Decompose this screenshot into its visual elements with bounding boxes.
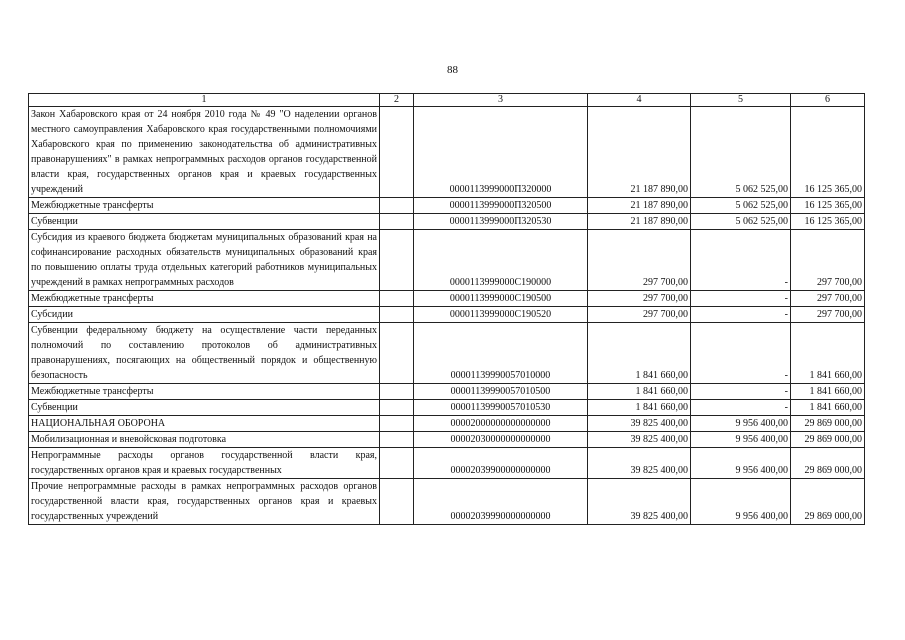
row-col2	[380, 400, 414, 416]
row-amount-total: 1 841 660,00	[588, 323, 691, 384]
row-amount-col5: 9 956 400,00	[691, 432, 791, 448]
row-amount-total: 21 187 890,00	[588, 214, 691, 230]
column-header-5: 5	[691, 94, 791, 107]
row-name: Закон Хабаровского края от 24 ноября 2010 года № 49 "О наделении органов местного самоуправления Хабаровского края государственными полномочиями Хабаровского края по применению законодательства об административных правонарушениях" в рамках непрограммных расходов органов государственной власти края, государственных органов края и краевых государственных учреждений	[29, 107, 380, 198]
row-code: 00002039990000000000	[414, 479, 588, 525]
row-code: 0000113999000П320000	[414, 107, 588, 198]
row-amount-total: 39 825 400,00	[588, 479, 691, 525]
row-amount-col5: 5 062 525,00	[691, 214, 791, 230]
table-row	[29, 291, 865, 307]
row-code: 0000113999000П320530	[414, 214, 588, 230]
table-row	[29, 198, 865, 214]
row-code: 0000113999000С190520	[414, 307, 588, 323]
row-amount-col5: -	[691, 400, 791, 416]
row-name: НАЦИОНАЛЬНАЯ ОБОРОНА	[29, 416, 380, 432]
row-col2	[380, 323, 414, 384]
row-name: Субвенции	[29, 400, 380, 416]
row-amount-col6: 29 869 000,00	[791, 448, 865, 479]
row-name: Мобилизационная и вневойсковая подготовка	[29, 432, 380, 448]
column-header-3: 3	[414, 94, 588, 107]
row-name: Субвенции федеральному бюджету на осуществление части переданных полномочий по составлению протоколов об административных правонарушениях, посягающих на общественный порядок и общественную безопасность	[29, 323, 380, 384]
row-code: 00002039900000000000	[414, 448, 588, 479]
row-amount-total: 1 841 660,00	[588, 400, 691, 416]
row-amount-col6: 29 869 000,00	[791, 416, 865, 432]
row-col2	[380, 214, 414, 230]
row-amount-col6: 16 125 365,00	[791, 214, 865, 230]
row-amount-total: 297 700,00	[588, 291, 691, 307]
row-col2	[380, 198, 414, 214]
row-col2	[380, 416, 414, 432]
row-amount-col6: 16 125 365,00	[791, 198, 865, 214]
row-amount-col6: 297 700,00	[791, 230, 865, 291]
row-name: Межбюджетные трансферты	[29, 384, 380, 400]
row-amount-total: 21 187 890,00	[588, 107, 691, 198]
table-row	[29, 479, 865, 525]
row-name: Субвенции	[29, 214, 380, 230]
row-amount-col5: -	[691, 384, 791, 400]
row-amount-col5: 9 956 400,00	[691, 416, 791, 432]
row-amount-total: 1 841 660,00	[588, 384, 691, 400]
table-row	[29, 400, 865, 416]
column-header-6: 6	[791, 94, 865, 107]
row-col2	[380, 307, 414, 323]
table-row	[29, 307, 865, 323]
row-amount-col5: -	[691, 307, 791, 323]
row-amount-total: 39 825 400,00	[588, 448, 691, 479]
row-amount-col6: 297 700,00	[791, 291, 865, 307]
page-number: 88	[447, 64, 458, 76]
row-amount-total: 297 700,00	[588, 230, 691, 291]
row-amount-col5: 9 956 400,00	[691, 448, 791, 479]
row-amount-col5: -	[691, 230, 791, 291]
row-col2	[380, 384, 414, 400]
row-amount-total: 21 187 890,00	[588, 198, 691, 214]
row-amount-total: 39 825 400,00	[588, 416, 691, 432]
row-code: 00002030000000000000	[414, 432, 588, 448]
table-row	[29, 448, 865, 479]
row-amount-col6: 29 869 000,00	[791, 479, 865, 525]
row-name: Межбюджетные трансферты	[29, 291, 380, 307]
row-col2	[380, 291, 414, 307]
table-row	[29, 323, 865, 384]
row-amount-col6: 297 700,00	[791, 307, 865, 323]
header-row	[29, 94, 865, 107]
column-header-4: 4	[588, 94, 691, 107]
row-code: 00001139990057010000	[414, 323, 588, 384]
table-row	[29, 214, 865, 230]
budget-table	[28, 93, 865, 525]
row-col2	[380, 448, 414, 479]
table-row	[29, 416, 865, 432]
row-col2	[380, 230, 414, 291]
row-code: 00001139990057010500	[414, 384, 588, 400]
table-row	[29, 432, 865, 448]
row-name: Прочие непрограммные расходы в рамках непрограммных расходов органов государственной власти края, государственных органов края и краевых государственных учреждений	[29, 479, 380, 525]
row-code: 00001139990057010530	[414, 400, 588, 416]
row-amount-col6: 1 841 660,00	[791, 323, 865, 384]
row-amount-total: 297 700,00	[588, 307, 691, 323]
table-row	[29, 384, 865, 400]
row-amount-col5: 5 062 525,00	[691, 107, 791, 198]
table-row	[29, 230, 865, 291]
row-code: 00002000000000000000	[414, 416, 588, 432]
row-code: 0000113999000С190000	[414, 230, 588, 291]
column-header-1: 1	[29, 94, 380, 107]
row-col2	[380, 432, 414, 448]
row-amount-col5: 9 956 400,00	[691, 479, 791, 525]
row-col2	[380, 107, 414, 198]
row-amount-col6: 1 841 660,00	[791, 400, 865, 416]
row-amount-col6: 16 125 365,00	[791, 107, 865, 198]
row-name: Субсидия из краевого бюджета бюджетам муниципальных образований края на софинансирование расходных обязательств муниципальных образований края по повышению оплаты труда отдельных категорий работников муниципальных учреждений в рамках непрограммных расходов	[29, 230, 380, 291]
row-amount-col5: 5 062 525,00	[691, 198, 791, 214]
row-name: Непрограммные расходы органов государственной власти края, государственных органов края и краевых государственных	[29, 448, 380, 479]
table-row	[29, 107, 865, 198]
row-name: Субсидии	[29, 307, 380, 323]
row-code: 0000113999000П320500	[414, 198, 588, 214]
row-col2	[380, 479, 414, 525]
row-code: 0000113999000С190500	[414, 291, 588, 307]
row-amount-col6: 29 869 000,00	[791, 432, 865, 448]
row-amount-col5: -	[691, 323, 791, 384]
row-amount-col5: -	[691, 291, 791, 307]
row-amount-col6: 1 841 660,00	[791, 384, 865, 400]
row-amount-total: 39 825 400,00	[588, 432, 691, 448]
row-name: Межбюджетные трансферты	[29, 198, 380, 214]
column-header-2: 2	[380, 94, 414, 107]
